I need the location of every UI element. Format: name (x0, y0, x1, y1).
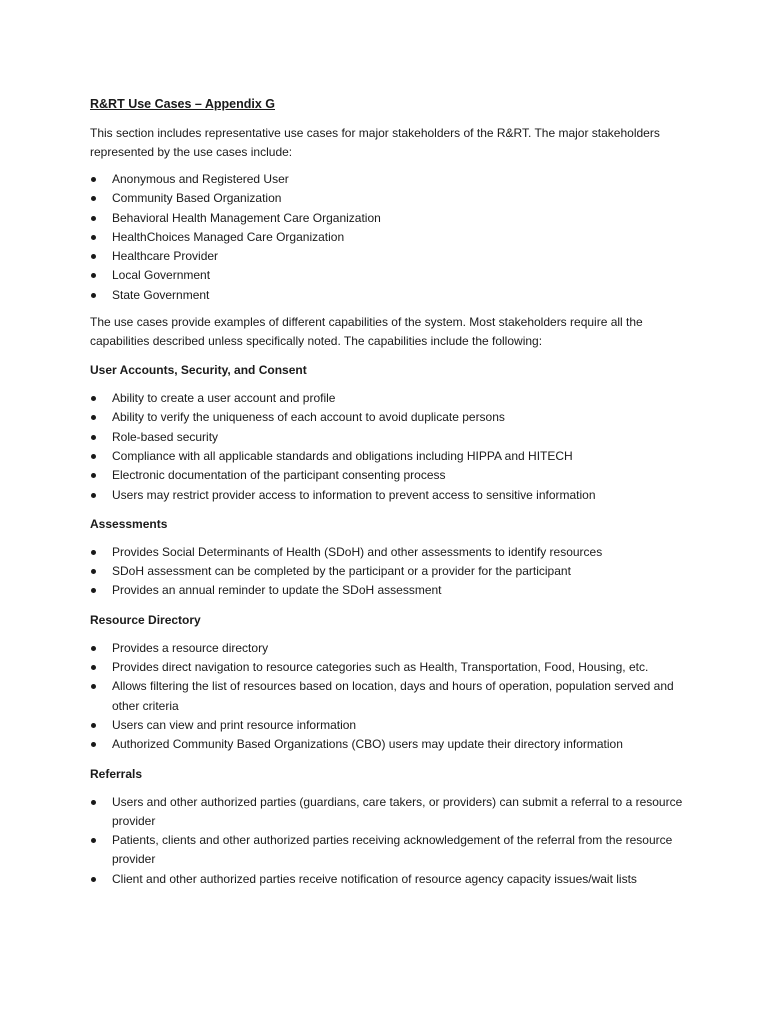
list-item: Healthcare Provider (90, 247, 690, 266)
list-item: Provides direct navigation to resource categories such as Health, Transportation, Food, Housing, etc. (90, 658, 690, 677)
list-item: Users may restrict provider access to information to prevent access to sensitive information (90, 486, 690, 505)
list-item: Anonymous and Registered User (90, 170, 690, 189)
stakeholder-list (90, 170, 690, 305)
list-item: Client and other authorized parties receive notification of resource agency capacity issues/wait lists (90, 870, 690, 889)
list-item: Provides an annual reminder to update the SDoH assessment (90, 581, 690, 600)
list-item: Local Government (90, 266, 690, 285)
list-item: Behavioral Health Management Care Organization (90, 209, 690, 228)
document-content (90, 95, 690, 897)
list-item: Allows filtering the list of resources based on location, days and hours of operation, population served and other criteria (90, 677, 690, 716)
list-item: Ability to create a user account and profile (90, 389, 690, 408)
section-heading-assessments: Assessments (90, 516, 168, 531)
section-heading-user-accounts: User Accounts, Security, and Consent (90, 363, 307, 378)
list-item: Patients, clients and other authorized parties receiving acknowledgement of the referral from the resource provider (90, 831, 690, 870)
capabilities-paragraph: The use cases provide examples of different capabilities of the system. Most stakeholders require all the capabilities described unless specifically noted. The capabilities include the following: (90, 315, 643, 349)
list-item: Role-based security (90, 428, 690, 447)
list-item: State Government (90, 286, 690, 305)
list-item: Community Based Organization (90, 189, 690, 208)
assessments-list (90, 543, 690, 601)
list-item: Users and other authorized parties (guardians, care takers, or providers) can submit a referral to a resource provider (90, 793, 690, 832)
resource-directory-list (90, 639, 690, 755)
list-item: Electronic documentation of the participant consenting process (90, 466, 690, 485)
section-heading-resource-directory: Resource Directory (90, 612, 201, 627)
user-accounts-list (90, 389, 690, 505)
intro-paragraph: This section includes representative use cases for major stakeholders of the R&RT. The major stakeholders represented by the use cases include: (90, 126, 660, 159)
list-item: Users can view and print resource information (90, 716, 690, 735)
list-item: HealthChoices Managed Care Organization (90, 228, 690, 247)
section-heading-referrals: Referrals (90, 766, 143, 781)
list-item: Compliance with all applicable standards and obligations including HIPPA and HITECH (90, 447, 690, 466)
list-item: Authorized Community Based Organizations (CBO) users may update their directory information (90, 735, 690, 754)
list-item: Provides Social Determinants of Health (SDoH) and other assessments to identify resources (90, 543, 690, 562)
list-item: SDoH assessment can be completed by the participant or a provider for the participant (90, 562, 690, 581)
list-item: Provides a resource directory (90, 639, 690, 658)
referrals-list (90, 793, 690, 889)
list-item: Ability to verify the uniqueness of each account to avoid duplicate persons (90, 408, 690, 427)
document-title: R&RT Use Cases – Appendix G (90, 97, 276, 111)
